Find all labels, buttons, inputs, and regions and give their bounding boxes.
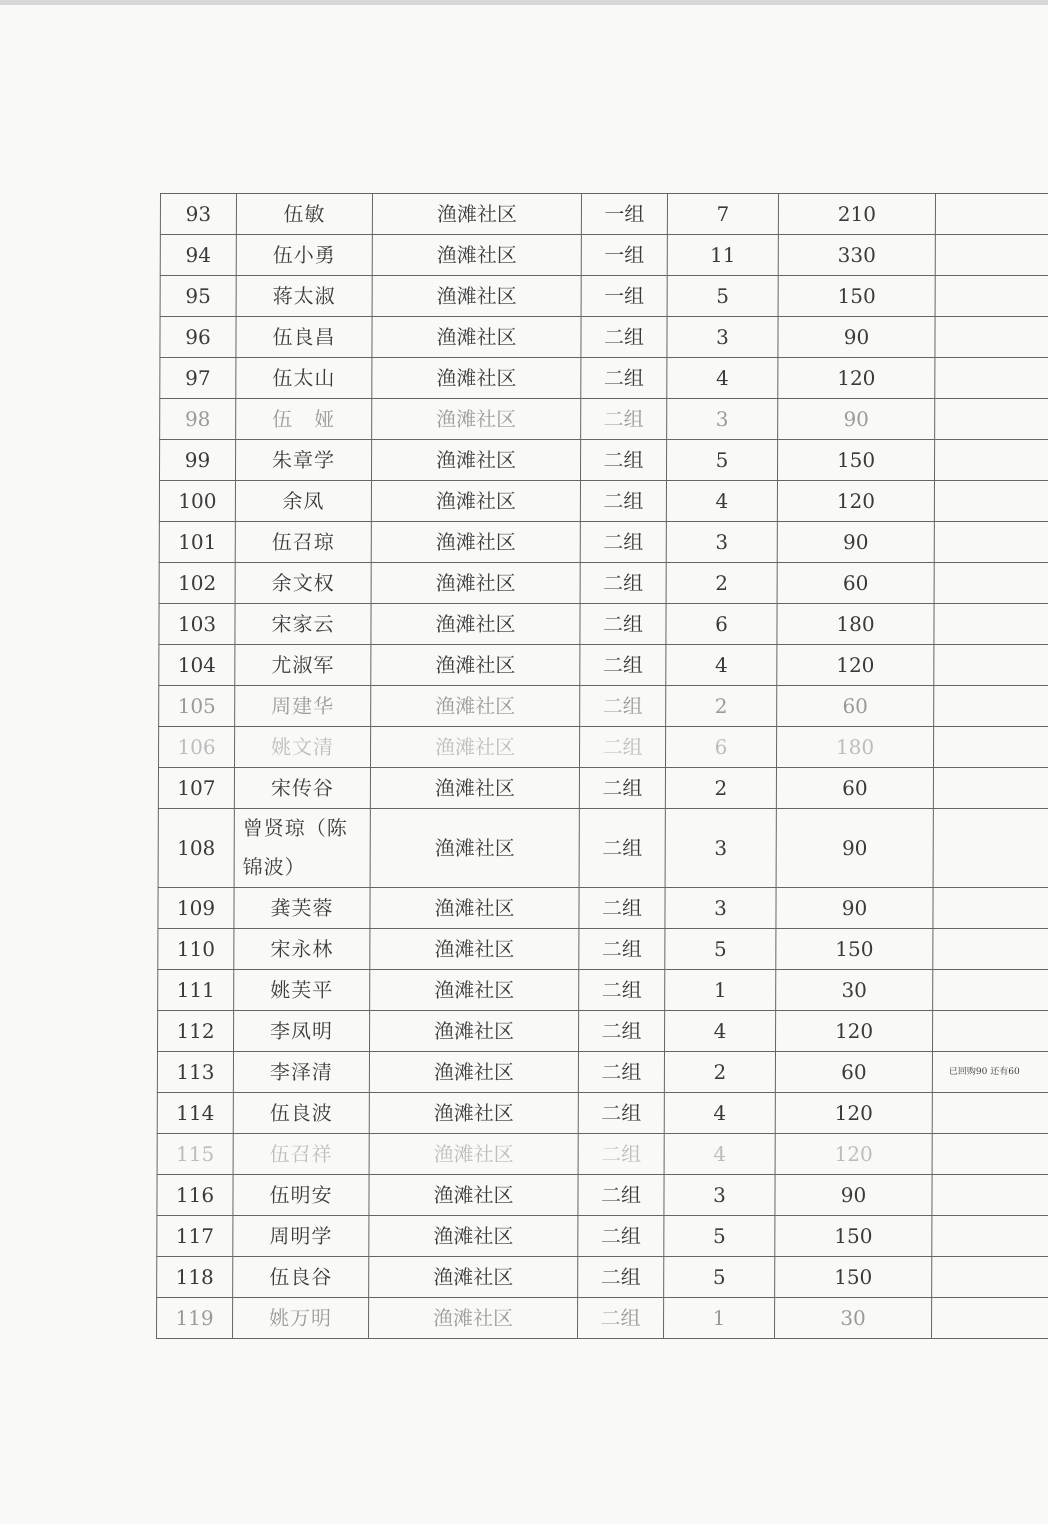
community-cell: 渔滩社区 xyxy=(371,604,580,645)
row-number-cell: 100 xyxy=(159,481,235,522)
table-row xyxy=(160,235,1048,276)
row-number-cell: 109 xyxy=(158,888,234,929)
count-cell: 4 xyxy=(664,1134,775,1175)
table-row xyxy=(160,276,1048,317)
count-cell: 4 xyxy=(664,1093,775,1134)
amount-cell: 120 xyxy=(777,481,934,522)
note-cell xyxy=(934,440,1048,481)
amount-cell: 120 xyxy=(776,1011,933,1052)
amount-cell: 90 xyxy=(778,399,935,440)
group-cell: 二组 xyxy=(579,768,665,809)
table-row xyxy=(159,604,1048,645)
table-row xyxy=(160,194,1048,235)
note-cell xyxy=(933,970,1048,1011)
amount-cell: 150 xyxy=(775,1216,932,1257)
name-cell: 姚万明 xyxy=(233,1298,369,1339)
community-cell: 渔滩社区 xyxy=(372,399,581,440)
note-cell xyxy=(934,522,1048,563)
table-row xyxy=(157,1257,1048,1298)
group-cell: 二组 xyxy=(580,440,666,481)
row-number-cell: 117 xyxy=(157,1216,233,1257)
amount-cell: 120 xyxy=(778,358,935,399)
name-cell: 蒋太淑 xyxy=(236,276,372,317)
note-cell xyxy=(934,686,1048,727)
name-cell: 伍敏 xyxy=(236,194,372,235)
community-cell: 渔滩社区 xyxy=(369,1298,578,1339)
name-cell: 宋永林 xyxy=(234,929,370,970)
row-number-cell: 97 xyxy=(160,358,236,399)
row-number-cell: 95 xyxy=(160,276,236,317)
name-cell: 龚芙蓉 xyxy=(234,888,370,929)
amount-cell: 90 xyxy=(777,522,934,563)
note-cell xyxy=(935,317,1048,358)
row-number-cell: 111 xyxy=(158,970,234,1011)
name-cell: 宋家云 xyxy=(235,604,371,645)
scan-top-edge xyxy=(0,0,1048,5)
table-row xyxy=(159,686,1048,727)
community-cell: 渔滩社区 xyxy=(370,809,579,888)
row-number-cell: 96 xyxy=(160,317,236,358)
group-cell: 二组 xyxy=(581,399,667,440)
group-cell: 二组 xyxy=(580,645,666,686)
group-cell: 二组 xyxy=(579,809,665,888)
note-cell xyxy=(932,1216,1048,1257)
count-cell: 3 xyxy=(667,399,778,440)
community-cell: 渔滩社区 xyxy=(370,727,579,768)
note-cell xyxy=(934,604,1048,645)
amount-cell: 90 xyxy=(776,888,933,929)
table-body xyxy=(157,194,1048,1339)
group-cell: 二组 xyxy=(580,522,666,563)
table-row xyxy=(159,563,1048,604)
amount-cell: 60 xyxy=(777,686,934,727)
community-cell: 渔滩社区 xyxy=(371,522,580,563)
count-cell: 3 xyxy=(666,522,777,563)
row-number-cell: 118 xyxy=(157,1257,233,1298)
table-row xyxy=(158,768,1048,809)
community-cell: 渔滩社区 xyxy=(372,358,581,399)
community-cell: 渔滩社区 xyxy=(369,1216,578,1257)
amount-cell: 90 xyxy=(778,317,935,358)
row-number-cell: 110 xyxy=(158,929,234,970)
count-cell: 4 xyxy=(666,645,777,686)
note-cell xyxy=(932,1298,1048,1339)
note-cell xyxy=(935,399,1048,440)
amount-cell: 150 xyxy=(777,440,934,481)
amount-cell: 90 xyxy=(775,1175,932,1216)
name-cell: 周建华 xyxy=(235,686,371,727)
table-row xyxy=(159,645,1048,686)
group-cell: 二组 xyxy=(578,1134,664,1175)
group-cell: 二组 xyxy=(579,1011,665,1052)
community-cell: 渔滩社区 xyxy=(371,563,580,604)
note-cell xyxy=(934,645,1048,686)
community-cell: 渔滩社区 xyxy=(370,1011,579,1052)
count-cell: 5 xyxy=(666,440,777,481)
table-row xyxy=(160,317,1048,358)
amount-cell: 120 xyxy=(775,1093,932,1134)
name-cell: 朱章学 xyxy=(235,440,371,481)
group-cell: 一组 xyxy=(581,235,667,276)
amount-cell: 30 xyxy=(776,970,933,1011)
table-row xyxy=(158,1011,1048,1052)
count-cell: 4 xyxy=(667,358,778,399)
community-cell: 渔滩社区 xyxy=(369,1093,578,1134)
group-cell: 二组 xyxy=(578,1216,664,1257)
count-cell: 11 xyxy=(667,235,778,276)
row-number-cell: 101 xyxy=(159,522,235,563)
amount-cell: 30 xyxy=(775,1298,932,1339)
note-cell xyxy=(932,1257,1048,1298)
note-cell: 已回购90 还有60 xyxy=(932,1052,1048,1093)
row-number-cell: 99 xyxy=(159,440,235,481)
row-number-cell: 94 xyxy=(160,235,236,276)
group-cell: 二组 xyxy=(580,481,666,522)
community-cell: 渔滩社区 xyxy=(369,1257,578,1298)
note-cell xyxy=(933,1011,1048,1052)
group-cell: 二组 xyxy=(580,604,666,645)
table-row xyxy=(159,522,1048,563)
table-row xyxy=(160,399,1048,440)
name-cell: 姚文清 xyxy=(234,727,370,768)
table-row xyxy=(158,970,1048,1011)
community-cell: 渔滩社区 xyxy=(370,970,579,1011)
group-cell: 二组 xyxy=(579,970,665,1011)
amount-cell: 60 xyxy=(777,563,934,604)
community-cell: 渔滩社区 xyxy=(370,888,579,929)
name-cell: 尤淑军 xyxy=(235,645,371,686)
row-number-cell: 106 xyxy=(158,727,234,768)
row-number-cell: 108 xyxy=(158,809,234,888)
group-cell: 一组 xyxy=(581,276,667,317)
community-cell: 渔滩社区 xyxy=(371,686,580,727)
name-cell: 曾贤琼（陈锦波） xyxy=(234,809,370,888)
name-cell: 余凤 xyxy=(235,481,371,522)
group-cell: 二组 xyxy=(578,1257,664,1298)
row-number-cell: 112 xyxy=(158,1011,234,1052)
amount-cell: 180 xyxy=(777,604,934,645)
count-cell: 1 xyxy=(665,970,776,1011)
community-cell: 渔滩社区 xyxy=(372,235,581,276)
row-number-cell: 114 xyxy=(157,1093,233,1134)
table-row xyxy=(158,929,1048,970)
name-cell: 李泽清 xyxy=(233,1052,369,1093)
name-cell: 伍小勇 xyxy=(236,235,372,276)
amount-cell: 150 xyxy=(775,1257,932,1298)
note-cell xyxy=(932,1134,1048,1175)
amount-cell: 330 xyxy=(778,235,935,276)
note-cell xyxy=(935,358,1048,399)
count-cell: 5 xyxy=(664,1257,775,1298)
row-number-cell: 103 xyxy=(159,604,235,645)
group-cell: 二组 xyxy=(579,888,665,929)
note-cell xyxy=(934,481,1048,522)
count-cell: 5 xyxy=(664,1216,775,1257)
amount-cell: 150 xyxy=(778,276,935,317)
community-cell: 渔滩社区 xyxy=(369,1052,578,1093)
name-cell: 周明学 xyxy=(233,1216,369,1257)
group-cell: 二组 xyxy=(579,929,665,970)
community-cell: 渔滩社区 xyxy=(369,1134,578,1175)
amount-cell: 60 xyxy=(775,1052,932,1093)
community-cell: 渔滩社区 xyxy=(371,440,580,481)
amount-cell: 180 xyxy=(776,727,933,768)
amount-cell: 120 xyxy=(775,1134,932,1175)
row-number-cell: 98 xyxy=(160,399,236,440)
group-cell: 二组 xyxy=(581,358,667,399)
name-cell: 李凤明 xyxy=(234,1011,370,1052)
note-cell xyxy=(932,1093,1048,1134)
count-cell: 5 xyxy=(665,929,776,970)
group-cell: 二组 xyxy=(580,563,666,604)
community-cell: 渔滩社区 xyxy=(369,1175,578,1216)
count-cell: 3 xyxy=(667,317,778,358)
count-cell: 3 xyxy=(665,888,776,929)
note-cell xyxy=(933,888,1048,929)
count-cell: 4 xyxy=(665,1011,776,1052)
table-row xyxy=(160,358,1048,399)
community-cell: 渔滩社区 xyxy=(372,317,581,358)
note-cell xyxy=(935,235,1048,276)
count-cell: 5 xyxy=(667,276,778,317)
table-row xyxy=(157,1134,1048,1175)
amount-cell: 60 xyxy=(776,768,933,809)
note-cell xyxy=(933,929,1048,970)
table-row xyxy=(157,1175,1048,1216)
note-cell xyxy=(935,194,1048,235)
group-cell: 二组 xyxy=(578,1175,664,1216)
count-cell: 4 xyxy=(666,481,777,522)
name-cell: 伍良昌 xyxy=(236,317,372,358)
row-number-cell: 119 xyxy=(157,1298,233,1339)
group-cell: 二组 xyxy=(581,317,667,358)
name-cell: 伍太山 xyxy=(236,358,372,399)
community-cell: 渔滩社区 xyxy=(370,929,579,970)
community-cell: 渔滩社区 xyxy=(370,768,579,809)
count-cell: 2 xyxy=(664,1052,775,1093)
name-cell: 伍良谷 xyxy=(233,1257,369,1298)
count-cell: 2 xyxy=(666,686,777,727)
table-row xyxy=(158,727,1048,768)
community-cell: 渔滩社区 xyxy=(372,276,581,317)
row-number-cell: 102 xyxy=(159,563,235,604)
name-cell: 伍召琼 xyxy=(235,522,371,563)
amount-cell: 150 xyxy=(776,929,933,970)
count-cell: 2 xyxy=(665,768,776,809)
note-cell xyxy=(935,276,1048,317)
table-row xyxy=(159,481,1048,522)
table-row xyxy=(157,1298,1048,1339)
count-cell: 6 xyxy=(665,727,776,768)
community-cell: 渔滩社区 xyxy=(371,645,580,686)
count-cell: 3 xyxy=(665,809,776,888)
note-cell xyxy=(934,563,1048,604)
group-cell: 二组 xyxy=(578,1052,664,1093)
document-sheet xyxy=(156,193,1048,1339)
count-cell: 7 xyxy=(667,194,778,235)
amount-cell: 120 xyxy=(777,645,934,686)
count-cell: 1 xyxy=(664,1298,775,1339)
amount-cell: 90 xyxy=(776,809,933,888)
table-row xyxy=(159,440,1048,481)
row-number-cell: 113 xyxy=(157,1052,233,1093)
amount-cell: 210 xyxy=(778,194,935,235)
name-cell: 伍 娅 xyxy=(236,399,372,440)
note-cell xyxy=(933,809,1048,888)
note-cell xyxy=(933,727,1048,768)
table-row xyxy=(157,1093,1048,1134)
group-cell: 二组 xyxy=(580,686,666,727)
name-cell: 伍良波 xyxy=(233,1093,369,1134)
group-cell: 一组 xyxy=(581,194,667,235)
name-cell: 伍明安 xyxy=(233,1175,369,1216)
name-cell: 余文权 xyxy=(235,563,371,604)
community-cell: 渔滩社区 xyxy=(371,481,580,522)
community-cell: 渔滩社区 xyxy=(372,194,581,235)
note-cell xyxy=(933,768,1048,809)
group-cell: 二组 xyxy=(579,727,665,768)
row-number-cell: 107 xyxy=(158,768,234,809)
household-table xyxy=(156,193,1048,1339)
group-cell: 二组 xyxy=(578,1093,664,1134)
name-cell: 伍召祥 xyxy=(233,1134,369,1175)
row-number-cell: 93 xyxy=(160,194,236,235)
note-cell xyxy=(932,1175,1048,1216)
table-row xyxy=(158,888,1048,929)
name-cell: 姚芙平 xyxy=(234,970,370,1011)
count-cell: 2 xyxy=(666,563,777,604)
name-cell: 宋传谷 xyxy=(234,768,370,809)
group-cell: 二组 xyxy=(578,1298,664,1339)
count-cell: 3 xyxy=(664,1175,775,1216)
table-row xyxy=(158,809,1048,888)
table-row xyxy=(157,1216,1048,1257)
count-cell: 6 xyxy=(666,604,777,645)
row-number-cell: 116 xyxy=(157,1175,233,1216)
row-number-cell: 104 xyxy=(159,645,235,686)
row-number-cell: 115 xyxy=(157,1134,233,1175)
table-row xyxy=(157,1052,1048,1093)
row-number-cell: 105 xyxy=(159,686,235,727)
